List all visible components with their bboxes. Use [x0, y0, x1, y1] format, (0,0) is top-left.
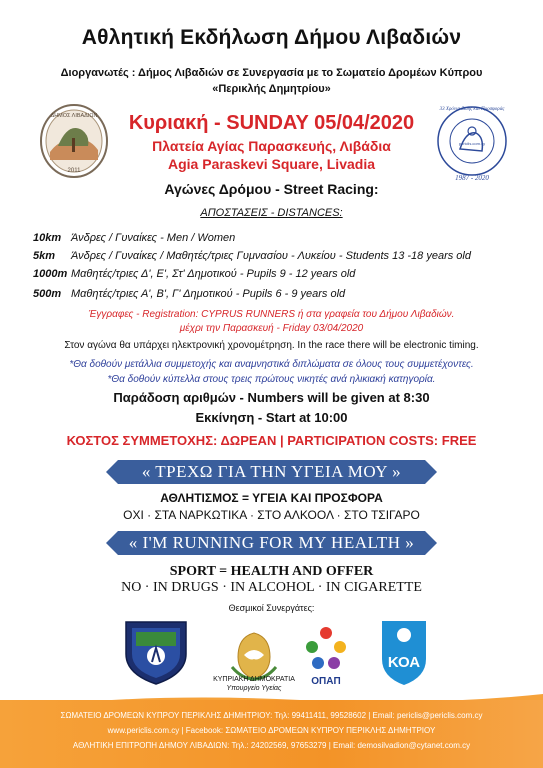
- slogan-greek-line1: ΑΘΛΗΤΙΣΜΟΣ = ΥΓΕΙΑ ΚΑΙ ΠΡΟΣΦΟΡΑ: [160, 491, 383, 505]
- distance-desc: Μαθητές/τριες Α', Β', Γ' Δημοτικού - Pupils 6 - 9 years old: [71, 288, 346, 300]
- seal-arc-text: 33 Χρόνια Ζωής και Προσφοράς: [439, 107, 505, 112]
- event-date: Κυριακή - SUNDAY 05/04/2020: [128, 112, 415, 134]
- partners-label: Θεσμικοί Συνεργάτες:: [228, 603, 315, 613]
- cups-info: *Θα δοθούν κύπελλα στους τρεις πρώτους νικητές ανά ηλικιακή κατηγορία.: [107, 374, 436, 385]
- distance-value: 500m: [33, 288, 62, 300]
- distance-value: 1000m: [33, 268, 68, 280]
- left-logo-caption: ΔΗΜΟΣ ΛΙΒΑΔΙΩΝ: [50, 113, 98, 119]
- footer-committee-contact: ΑΘΛΗΤΙΚΗ ΕΠΙΤΡΟΠΗ ΔΗΜΟΥ ΛΙΒΑΔΙΩΝ: Τηλ.: 24202569, 97653279 | Email: demosilvadion@cytanet.com.cy: [72, 741, 471, 750]
- distance-value: 5km: [33, 250, 56, 262]
- slogan-english-line1: SPORT = HEALTH AND OFFER: [169, 564, 374, 579]
- registration-deadline: μέχρι την Παρασκευή - Friday 03/04/2020: [179, 323, 364, 334]
- numbers-pickup: Παράδοση αριθμών - Numbers will be given at 8:30: [113, 390, 430, 405]
- slogan-banner-english: « I'M RUNNING FOR MY HEALTH »: [118, 531, 425, 555]
- event-place-english: Agia Paraskevi Square, Livadia: [168, 156, 375, 172]
- slogan-greek-line2: ΟΧΙ · ΣΤΑ ΝΑΡΚΩΤΙΚΑ · ΣΤΟ ΑΛΚΟΟΛ · ΣΤΟ ΤΣΙΓΑΡΟ: [123, 508, 420, 522]
- poster-title: Αθλητική Εκδήλωση Δήμου Λιβαδιών: [81, 26, 462, 49]
- distance-row: [33, 232, 523, 244]
- slogan-english-line2: NO · IN DRUGS · IN ALCOHOL · IN CIGARETTE: [121, 580, 422, 595]
- organizers-line: Διοργανωτές : Δήμος Λιβαδιών σε Συνεργασία με το Σωματείο Δρομέων Κύπρου: [60, 67, 483, 79]
- organizers-name: «Περικλής Δημητρίου»: [212, 83, 331, 95]
- distance-desc: Μαθητές/τριες Δ', Ε', Στ' Δημοτικού - Pupils 9 - 12 years old: [71, 268, 356, 280]
- start-time: Εκκίνηση - Start at 10:00: [195, 410, 348, 425]
- koa-label: ΚΟΑ: [387, 654, 421, 671]
- races-heading: Αγώνες Δρόμου - Street Racing:: [164, 181, 379, 197]
- distance-desc: Άνδρες / Γυναίκες - Men / Women: [71, 232, 236, 244]
- medals-info: *Θα δοθούν μετάλλια συμμετοχής και αναμνηστικά διπλώματα σε όλους τους συμμετέχοντες.: [69, 359, 474, 370]
- runners-club-shield-logo: [122, 616, 190, 686]
- distance-row: [33, 268, 523, 280]
- seal-years: 1987 - 2020: [455, 174, 489, 182]
- opap-label: ΟΠΑΠ: [311, 676, 341, 687]
- footer-web-links: www.periclis.com.cy | Facebook: ΣΩΜΑΤΕΙΟ ΔΡΟΜΕΩΝ ΚΥΠΡΟΥ ΠΕΡΙΚΛΗΣ ΔΗΜΗΤΡΙΟΥ: [107, 726, 436, 735]
- seal-site: periclis.com.cy: [458, 141, 486, 146]
- event-place-greek: Πλατεία Αγίας Παρασκευής, Λιβάδια: [152, 138, 391, 154]
- distance-desc: Άνδρες / Γυναίκες / Μαθητές/τριες Γυμνασίου - Λυκείου - Students 13 -18 years old: [71, 250, 471, 262]
- participation-cost: ΚΟΣΤΟΣ ΣΥΜΜΕΤΟΧΗΣ: ΔΩΡΕΑΝ | PARTICIPATION COSTS: FREE: [66, 433, 477, 448]
- koa-logo: [376, 617, 432, 687]
- slogan-banner-greek: « ΤΡΕΧΩ ΓΙΑ ΤΗΝ ΥΓΕΙΑ ΜΟΥ »: [118, 460, 425, 484]
- distance-row: [33, 250, 523, 262]
- footer-club-contact: ΣΩΜΑΤΕΙΟ ΔΡΟΜΕΩΝ ΚΥΠΡΟΥ ΠΕΡΙΚΛΗΣ ΔΗΜΗΤΡΙΟΥ: Τηλ: 99411411, 99528602 | Email: periclis@periclis.com.cy: [60, 711, 483, 720]
- left-logo-year: 2011: [67, 168, 81, 174]
- registration-info: Έγγραφες - Registration: CYPRUS RUNNERS ή στα γραφεία του Δήμου Λιβαδιών.: [88, 309, 455, 320]
- distance-row: [33, 288, 523, 300]
- timing-info: Στον αγώνα θα υπάρχει ηλεκτρονική χρονομέτρηση. In the race there will be electronic timing.: [64, 340, 479, 351]
- distances-heading: ΑΠΟΣΤΑΣΕΙΣ - DISTANCES:: [200, 207, 343, 219]
- cyprus-republic-label: ΚΥΠΡΙΑΚΗ ΔΗΜΟΚΡΑΤΙΑ: [213, 676, 295, 683]
- distance-value: 10km: [33, 232, 62, 244]
- health-ministry-label: Υπουργείο Υγείας: [226, 685, 282, 692]
